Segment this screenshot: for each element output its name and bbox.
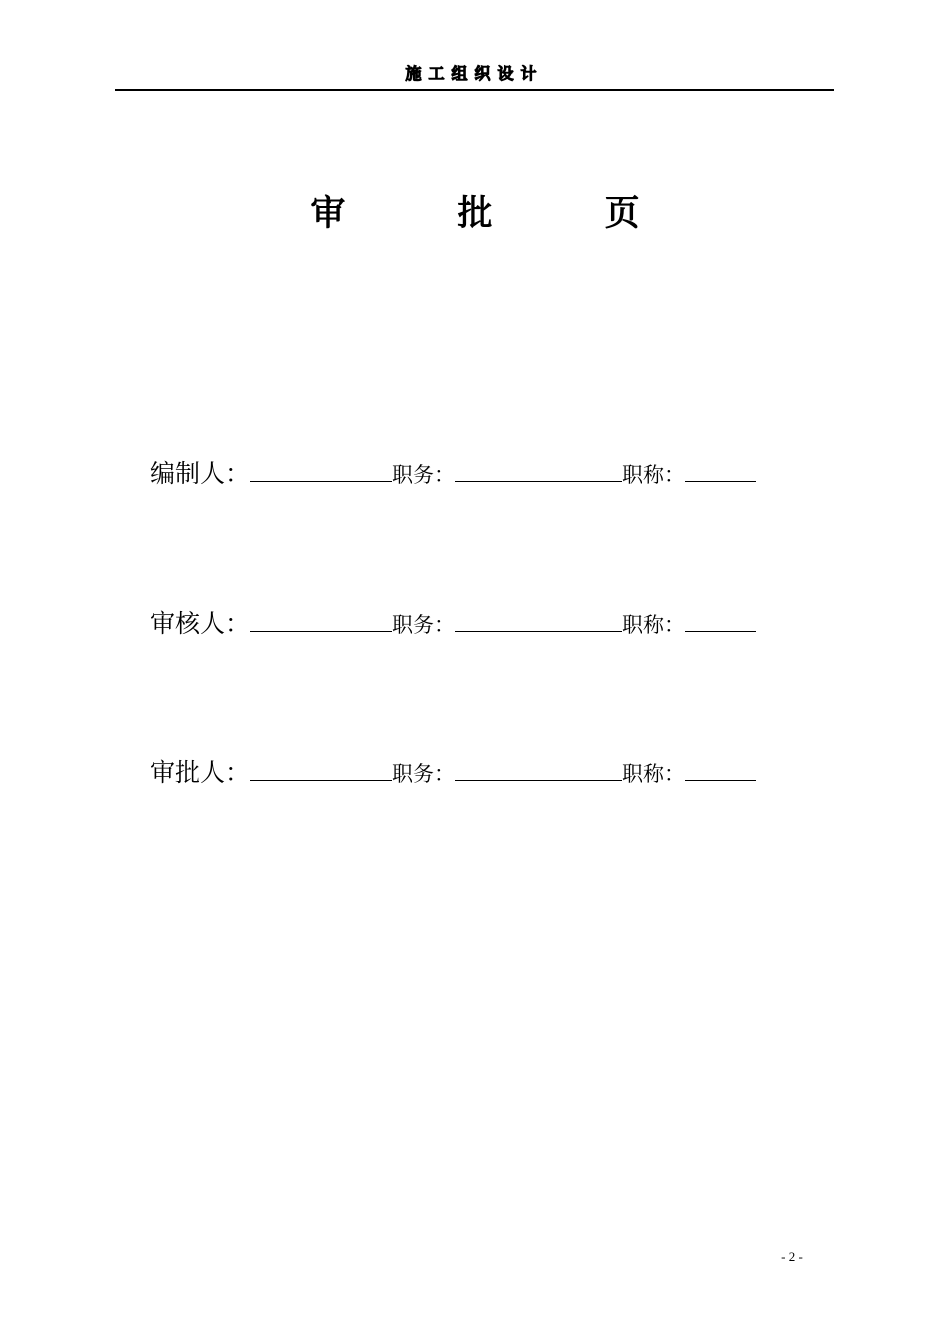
position-blank — [455, 756, 622, 781]
running-header: 施工组织设计 — [405, 64, 544, 83]
role-label: 编制人： — [150, 459, 251, 488]
position-label: 职务： — [392, 613, 456, 637]
rank-label: 职称： — [622, 613, 686, 637]
rank-label: 职称： — [622, 463, 686, 487]
page-title: 审 批 页 — [310, 194, 690, 234]
header-rule — [115, 89, 834, 91]
page-number: - 2 - — [781, 1249, 803, 1264]
position-blank — [455, 607, 622, 632]
signature-row-reviewer — [150, 606, 756, 642]
name-blank — [250, 607, 392, 632]
role-label: 审核人： — [150, 609, 251, 638]
position-label: 职务： — [392, 762, 456, 786]
rank-blank — [685, 457, 756, 482]
rank-label: 职称： — [622, 762, 686, 786]
rank-blank — [685, 607, 756, 632]
role-label: 审批人： — [150, 758, 251, 787]
position-label: 职务： — [392, 463, 456, 487]
name-blank — [250, 756, 392, 781]
signature-row-approver — [150, 755, 756, 791]
rank-blank — [685, 756, 756, 781]
signature-row-compiler — [150, 456, 756, 492]
position-blank — [455, 457, 622, 482]
name-blank — [250, 457, 392, 482]
